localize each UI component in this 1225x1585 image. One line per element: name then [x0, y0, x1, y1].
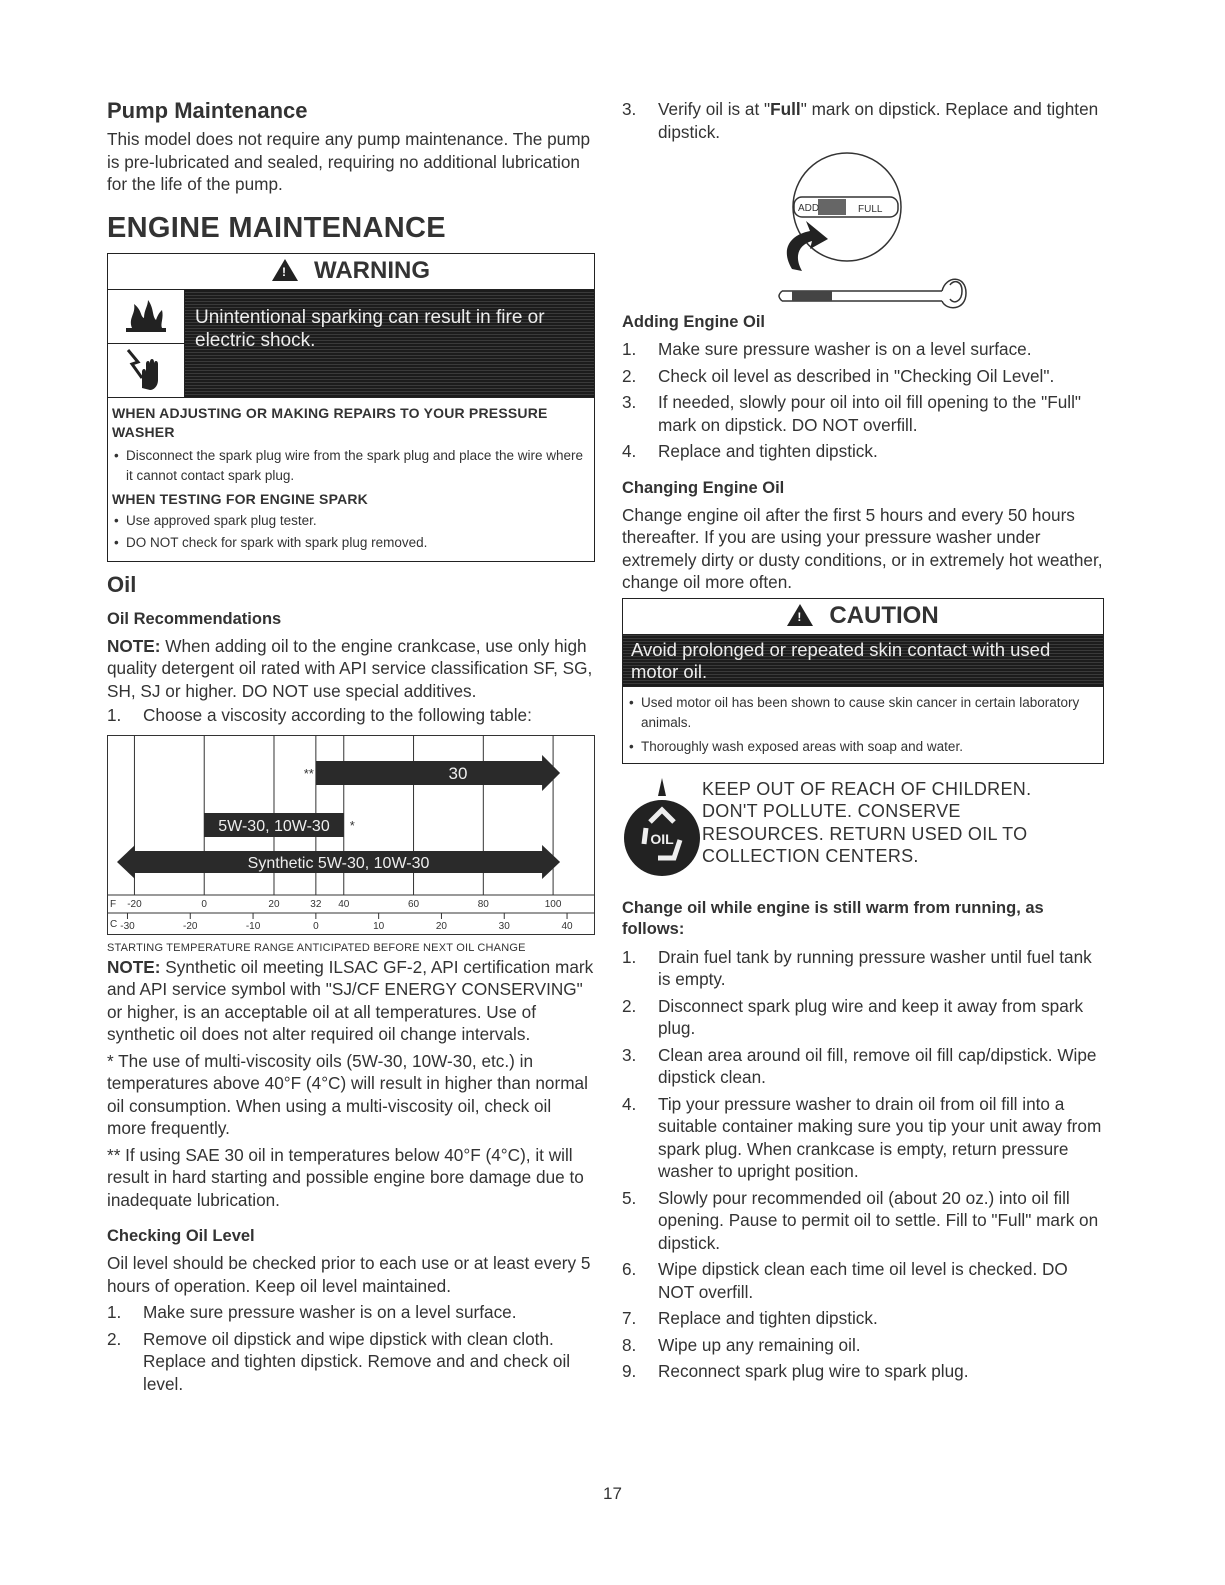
warning-triangle-icon: !	[272, 259, 298, 281]
step-number: 7.	[622, 1308, 637, 1328]
recycle-oil-label: OIL	[650, 830, 674, 847]
checking-steps	[107, 1301, 595, 1395]
warning-bullet-tester: • Use approved spark plug tester.	[112, 511, 586, 531]
pump-maintenance-title: Pump Maintenance	[107, 98, 308, 123]
step-number: 1.	[622, 339, 637, 359]
list-item	[622, 440, 1108, 463]
list-item	[622, 946, 1108, 991]
step-text: Reconnect spark plug wire to spark plug.	[658, 1361, 969, 1381]
chart-f-tick-label: 80	[477, 898, 489, 910]
list-item	[622, 1258, 1108, 1303]
chart-f-tick-label: 40	[338, 898, 350, 910]
list-item	[107, 1328, 595, 1396]
synthetic-note-text: Synthetic oil meeting ILSAC GF-2, API certification mark and API service symbol with "SJ/CF ENERGY CONSERVING" or higher, is an acceptable oil at all temperatures. Use of synthetic oil does not alter required oil change intervals.	[107, 956, 594, 1044]
step-text: Choose a viscosity according to the following table:	[143, 705, 532, 725]
viscosity-chart	[107, 735, 595, 954]
step-text-a: Verify oil is at "	[658, 99, 771, 119]
chart-f-tick-label: -20	[127, 898, 142, 910]
warning-body	[108, 398, 594, 561]
synthetic-note	[107, 956, 595, 1046]
oil-title: Oil	[107, 571, 137, 597]
chart-f-tick-label: 100	[544, 898, 562, 910]
step-number: 2.	[622, 365, 637, 386]
step-text: Tip your pressure washer to drain oil from oil fill into a suitable container making sure you tip your unit away from spark plug. When crankcase is empty, return pressure washer to upright position.	[658, 1093, 1102, 1181]
viscosity-step	[107, 704, 595, 727]
viscosity-chart-svg	[107, 735, 595, 935]
warning-icons	[108, 290, 185, 397]
warning-bullet-do-not-check: • DO NOT check for spark with spark plug removed.	[112, 533, 586, 553]
list-item	[107, 704, 595, 727]
adding-steps	[622, 338, 1108, 463]
list-item	[622, 995, 1108, 1040]
chart-c-tick-label: -30	[120, 920, 135, 932]
chart-bar-label: 5W-30, 10W-30	[218, 817, 330, 835]
chart-bar-label: 30	[448, 763, 468, 783]
list-item	[622, 338, 1108, 361]
step-number: 1.	[622, 946, 637, 967]
step-text: Replace and tighten dipstick.	[658, 441, 878, 461]
step-text: Wipe dipstick clean each time oil level is checked. DO NOT overfill.	[658, 1259, 1068, 1302]
step-number: 6.	[622, 1259, 637, 1279]
chart-c-tick-label: 20	[435, 920, 448, 932]
step-number: 4.	[622, 441, 637, 461]
pump-maintenance-text: This model does not require any pump maintenance. The pump is pre-lubricated and sealed, requiring no additional lubrication for the life of the pump.	[107, 129, 591, 194]
chart-bar-label: Synthetic 5W-30, 10W-30	[247, 854, 430, 872]
chart-caption: STARTING TEMPERATURE RANGE ANTICIPATED BEFORE NEXT OIL CHANGE	[107, 941, 526, 954]
electric-shock-icon	[108, 343, 184, 397]
step-text: Wipe up any remaining oil.	[658, 1334, 861, 1355]
caution-box	[622, 598, 1104, 764]
step-number: 9.	[622, 1361, 637, 1381]
list-item	[107, 1301, 595, 1324]
chart-c-tick-label: 30	[498, 920, 510, 932]
list-item	[622, 1187, 1108, 1255]
list-item	[622, 1307, 1108, 1330]
list-item	[622, 1334, 1108, 1357]
multi-viscosity-footnote: * The use of multi-viscosity oils (5W-30, 10W-30, etc.) in temperatures above 40°F (4°C) will result in higher than normal oil consumption. When using a multi-viscosity oil, check oil more frequently.	[107, 1050, 588, 1138]
step-number: 2.	[107, 1328, 122, 1349]
recycle-icon	[622, 778, 702, 888]
oil-note-text: When adding oil to the engine crankcase, use only high quality detergent oil rated with API service classification SF, SG, SH, SJ or higher. DO NOT use special additives.	[107, 635, 593, 701]
chart-c-tick-label: 0	[313, 920, 319, 932]
chart-c-tick-label: 40	[561, 920, 573, 932]
change-oil-steps	[622, 946, 1108, 1383]
step-text: If needed, slowly pour oil into oil fill opening to the "Full" mark on dipstick. DO NOT overfill.	[658, 392, 1082, 435]
page-number: 17	[603, 1484, 622, 1503]
dipstick-full-label: FULL	[858, 204, 883, 215]
warning-bullet-disconnect: • Disconnect the spark plug wire from the spark plug and place the wire where it cannot contact spark plug.	[112, 446, 586, 486]
step-number: 3.	[622, 392, 637, 412]
step-text: Make sure pressure washer is on a level surface.	[143, 1302, 517, 1322]
adding-engine-oil-title: Adding Engine Oil	[622, 313, 765, 331]
step-text: Replace and tighten dipstick.	[658, 1308, 878, 1328]
step-text: Clean area around oil fill, remove oil fill cap/dipstick. Wipe dipstick clean.	[658, 1044, 1097, 1087]
step-number: 1.	[107, 1302, 122, 1322]
engine-maintenance-title: ENGINE MAINTENANCE	[107, 211, 446, 244]
caution-bullet-cancer: • Used motor oil has been shown to cause skin cancer in certain laboratory animals.	[627, 693, 1095, 733]
oil-note	[107, 635, 595, 703]
change-oil-warm-title: Change oil while engine is still warm from running, as follows:	[622, 898, 1044, 938]
caution-header	[623, 599, 1103, 635]
step-text: Check oil level as described in "Checking Oil Level".	[658, 365, 1055, 386]
caution-triangle-icon: !	[787, 604, 813, 626]
verify-step	[622, 98, 1108, 143]
list-item	[622, 98, 1108, 143]
list-item	[622, 1093, 1108, 1183]
warning-section-testing: WHEN TESTING FOR ENGINE SPARK	[112, 490, 368, 507]
chart-f-tick-label: 0	[201, 898, 207, 910]
warning-message-row	[108, 290, 594, 398]
step-number: 8.	[622, 1334, 637, 1355]
step-number: 2.	[622, 995, 637, 1016]
chart-footnote-marker: *	[349, 817, 355, 833]
caution-heading: CAUTION	[829, 601, 939, 629]
step-text: Slowly pour recommended oil (about 20 oz.) into oil fill opening. Pause to permit oil to settle. Fill to "Full" mark on dipstick.	[658, 1187, 1099, 1253]
sae30-footnote: ** If using SAE 30 oil in temperatures below 40°F (4°C), it will result in hard starting and possible engine bore damage due to inadequate lubrication.	[107, 1144, 584, 1210]
step-text: Remove oil dipstick and wipe dipstick with clean cloth. Replace and tighten dipstick. Remove and and check oil level.	[143, 1328, 571, 1394]
dipstick-icon	[622, 149, 1108, 309]
full-label: Full	[770, 99, 801, 119]
recycle-text: KEEP OUT OF REACH OF CHILDREN. DON'T POLLUTE. CONSERVE RESOURCES. RETURN USED OIL TO COLLECTION CENTERS.	[702, 778, 1032, 866]
list-item	[622, 391, 1108, 436]
oil-recommendations-title: Oil Recommendations	[107, 609, 282, 628]
left-column	[107, 98, 595, 1399]
step-number: 1.	[107, 705, 122, 725]
note2-label: NOTE:	[107, 956, 161, 977]
chart-c-tick-label: -20	[183, 920, 198, 932]
changing-engine-oil-title: Changing Engine Oil	[622, 478, 785, 497]
step-text-c: " mark on dipstick. Replace and tighten dipstick.	[658, 99, 1099, 142]
right-column	[622, 98, 1108, 1387]
fire-icon	[108, 290, 184, 343]
step-text: Make sure pressure washer is on a level surface.	[658, 339, 1032, 359]
list-item	[622, 1044, 1108, 1089]
warning-message: Unintentional sparking can result in fire or electric shock.	[185, 290, 594, 397]
warning-box	[107, 253, 595, 562]
caution-message: Avoid prolonged or repeated skin contact with used motor oil.	[623, 635, 1103, 687]
chart-f-tick-label: 60	[407, 898, 420, 910]
chart-f-tick-label: 32	[310, 898, 322, 910]
checking-oil-level-text: Oil level should be checked prior to each use or at least every 5 hours of operation. Keep oil level maintained.	[107, 1253, 591, 1296]
chart-c-tick-label: 10	[373, 920, 385, 932]
step-number: 4.	[622, 1093, 637, 1114]
caution-body	[623, 687, 1103, 763]
chart-c-tick-label: -10	[245, 920, 261, 932]
step-number: 3.	[622, 1044, 637, 1065]
dipstick-add-label: ADD	[798, 203, 820, 214]
list-item	[622, 1360, 1108, 1383]
changing-engine-oil-text: Change engine oil after the first 5 hours and every 50 hours thereafter. If you are using your pressure washer under extremely dirty or dusty conditions, or in extremely hot weather, change oil more often.	[622, 504, 1103, 592]
recycle-notice	[622, 778, 1108, 888]
warning-heading: WARNING	[314, 256, 430, 284]
step-number: 5.	[622, 1187, 637, 1208]
note-label: NOTE:	[107, 635, 161, 656]
step-text: Drain fuel tank by running pressure washer until fuel tank is empty.	[658, 946, 1092, 989]
chart-f-unit: F	[110, 898, 117, 910]
warning-header	[108, 254, 594, 290]
chart-f-tick-label: 20	[268, 898, 280, 910]
dipstick-illustration	[622, 149, 1108, 309]
warning-section-repairs: WHEN ADJUSTING OR MAKING REPAIRS TO YOUR PRESSURE WASHER	[112, 404, 548, 440]
chart-c-unit: C	[110, 918, 118, 930]
step-number: 3.	[622, 99, 637, 119]
checking-oil-level-title: Checking Oil Level	[107, 1227, 255, 1245]
list-item	[622, 365, 1108, 388]
chart-footnote-marker: **	[303, 765, 314, 781]
caution-bullet-wash: • Thoroughly wash exposed areas with soap and water.	[627, 737, 1095, 757]
step-text: Disconnect spark plug wire and keep it away from spark plug.	[658, 995, 1084, 1038]
